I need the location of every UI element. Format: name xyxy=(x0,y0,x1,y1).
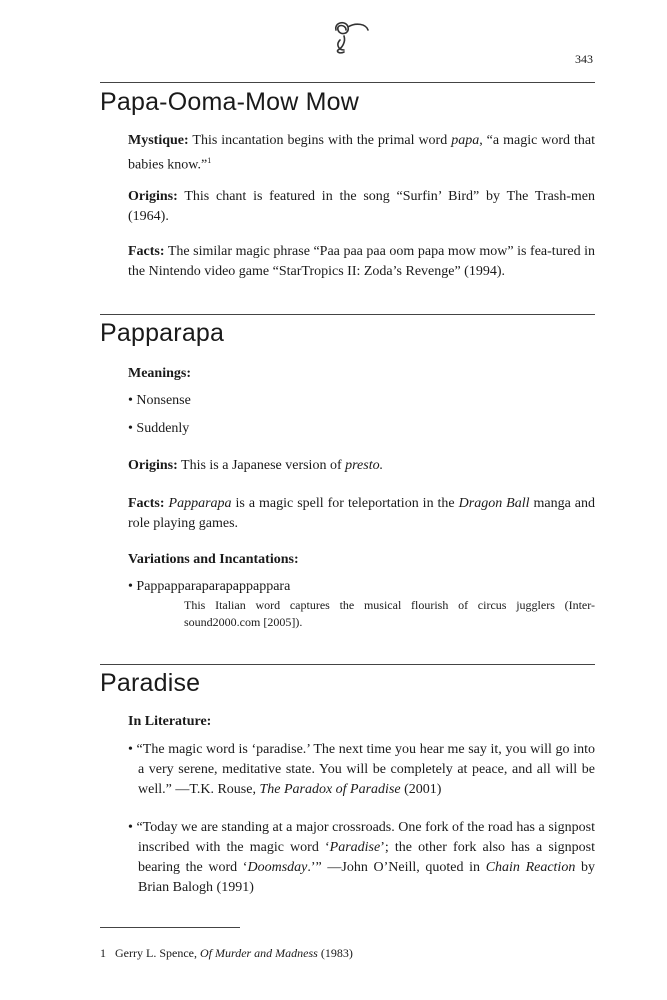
footnote xyxy=(100,946,353,961)
quote-end: (2001) xyxy=(400,782,442,797)
literature-quote xyxy=(128,740,595,800)
page-number: 343 xyxy=(575,52,593,66)
footnote-end: (1983) xyxy=(317,946,353,960)
variation-item: • Pappapparaparapappappara xyxy=(128,579,291,594)
variations-heading: Variations and Incantations: xyxy=(128,552,299,567)
mystique-text-b: , “a magic word that babies know.” xyxy=(128,133,596,173)
literature-heading: In Literature: xyxy=(128,714,212,729)
footnote-number: 1 xyxy=(100,946,106,960)
origins-italic: presto. xyxy=(345,458,384,473)
quote-source-title: The Paradox of Paradise xyxy=(259,782,401,797)
facts-label: Facts: xyxy=(128,496,165,511)
meaning-item: • Suddenly xyxy=(128,421,190,436)
quote-text-b: ’; the other fork also has a signpost bearing the word ‘ xyxy=(138,840,595,875)
origins-label: Origins: xyxy=(128,458,178,473)
footnote-divider xyxy=(100,927,240,928)
footnote-ref[interactable]: 1 xyxy=(207,156,212,165)
meaning-item: • Nonsense xyxy=(128,393,191,408)
facts-label: Facts: xyxy=(128,244,165,259)
quote-text-c: .’” —John O’Neill, quoted in xyxy=(307,860,486,875)
quote-source-title: Chain Reaction xyxy=(485,860,576,875)
facts-italic-b: Dragon Ball xyxy=(458,496,530,511)
entry-title-paradise: Paradise xyxy=(100,669,201,697)
mystique-italic: papa xyxy=(451,133,480,148)
origins-paragraph xyxy=(128,187,595,227)
origins-text: This chant is featured in the song “Surfin’ Bird” by The Trash-men (1964). xyxy=(128,189,595,224)
quote-text: • “The magic word is ‘paradise.’ The next time you hear me say it, you will go into a very serene, meditative state. You will be completely at peace, and all will be well.” —T.K. Rouse, xyxy=(128,742,595,797)
mystique-label: Mystique: xyxy=(128,133,189,148)
footnote-title: Of Murder and Madness xyxy=(199,946,318,960)
meanings-heading: Meanings: xyxy=(128,366,191,381)
footnote-text: Gerry L. Spence, xyxy=(115,946,200,960)
origins-paragraph xyxy=(128,456,595,476)
quote-end: by Brian Balogh (1991) xyxy=(138,860,595,895)
facts-italic-a: Papparapa xyxy=(168,496,232,511)
quote-italic-b: Doomsday xyxy=(247,860,308,875)
ornament-icon xyxy=(316,18,376,60)
entry-divider xyxy=(100,82,595,83)
entry-title-papparapa: Papparapa xyxy=(100,319,225,347)
literature-quote xyxy=(128,818,595,898)
mystique-text-a: This incantation begins with the primal word xyxy=(192,133,452,148)
entry-divider xyxy=(100,314,595,315)
entry-divider xyxy=(100,664,595,665)
facts-paragraph xyxy=(128,242,595,282)
variation-note: This Italian word captures the musical flourish of circus jugglers (Inter-sound2000.com [2005]). xyxy=(184,598,595,629)
facts-paragraph xyxy=(128,494,595,534)
entry-title-papa-ooma: Papa-Ooma-Mow Mow xyxy=(100,88,360,116)
origins-label: Origins: xyxy=(128,189,178,204)
quote-text-a: • “Today we are standing at a major crossroads. One fork of the road has a signpost inscribed with the magic word ‘ xyxy=(128,820,595,855)
facts-text: The similar magic phrase “Paa paa paa oom papa mow mow” is fea-tured in the Nintendo video game “StarTropics II: Zoda’s Revenge” (1994). xyxy=(128,244,596,279)
quote-italic-a: Paradise xyxy=(329,840,381,855)
facts-text-b: manga and role playing games. xyxy=(128,496,596,531)
origins-text: This is a Japanese version of xyxy=(181,458,346,473)
mystique-paragraph xyxy=(128,131,595,176)
facts-text-a: is a magic spell for teleportation in the xyxy=(231,496,459,511)
